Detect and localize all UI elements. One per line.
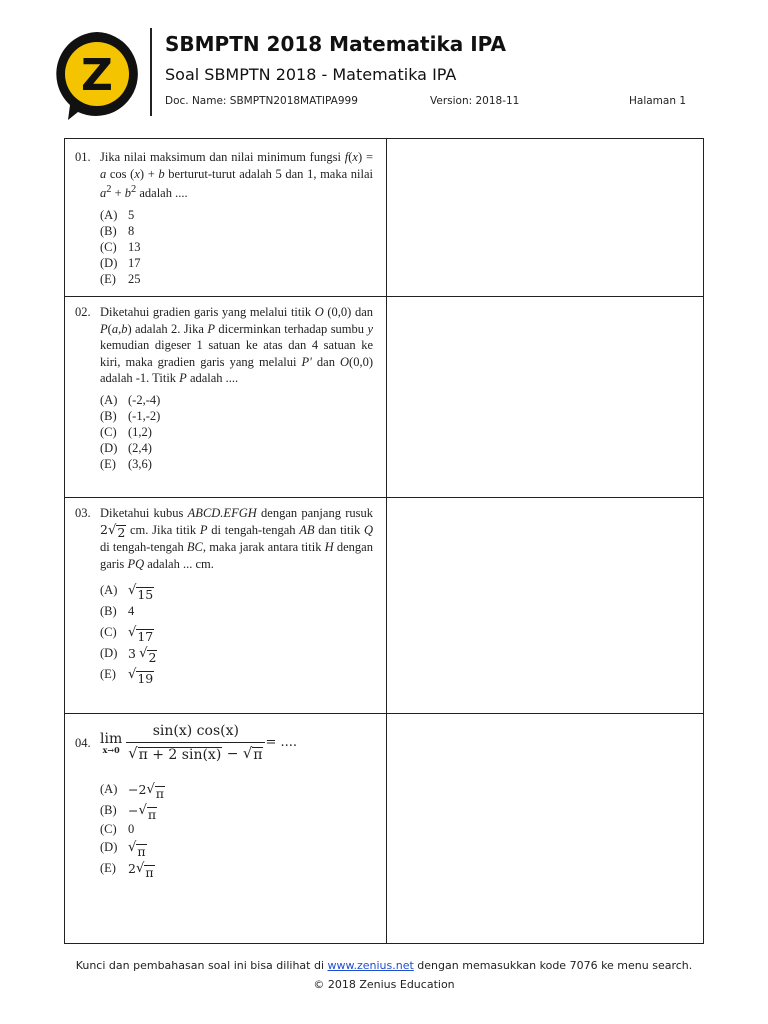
sqrt-symbol: √ 2 xyxy=(107,522,126,540)
page-title: SBMPTN 2018 Matematika IPA xyxy=(165,32,506,56)
option-a[interactable]: (A) √ 15 xyxy=(100,583,154,602)
column-divider xyxy=(386,139,387,943)
answer-options xyxy=(100,580,373,685)
question-text: Diketahui kubus ABCD.EFGH dengan panjang rusuk 2 √ 2 cm. Jika titik P di tengah-tengah AB dan titik Q di tengah-tengah BC, maka jarak antara titik H dengan garis PQ adalah ... cm. xyxy=(100,506,373,571)
answer-options xyxy=(100,207,373,287)
option-b[interactable]: (B) 8 xyxy=(100,223,135,238)
zenius-logo xyxy=(52,30,142,122)
option-d[interactable]: (D) (2,4) xyxy=(100,440,152,455)
question-2 xyxy=(75,304,373,472)
question-3 xyxy=(75,505,373,685)
option-c[interactable]: (C) √ 17 xyxy=(100,625,154,644)
option-c[interactable]: (C) 0 xyxy=(100,822,135,836)
row-divider xyxy=(65,713,703,714)
question-table xyxy=(64,138,704,944)
option-b[interactable]: (B) (-1,-2) xyxy=(100,408,161,423)
header-divider xyxy=(150,28,152,116)
page-header xyxy=(0,0,768,130)
page-number: Halaman 1 xyxy=(629,95,687,107)
option-e[interactable]: (E) 25 xyxy=(100,271,141,286)
answer-options xyxy=(100,392,373,472)
question-1 xyxy=(75,149,373,287)
option-e[interactable]: (E) (3,6) xyxy=(100,456,152,471)
footer-note: Kunci dan pembahasan soal ini bisa dilihat di www.zenius.net dengan memasukkan kode 7076 ke menu search. xyxy=(75,959,693,972)
copyright: © 2018 Zenius Education xyxy=(313,978,455,991)
row-divider xyxy=(65,497,703,498)
question-number: 02. xyxy=(75,305,91,319)
option-a[interactable]: (A) 5 xyxy=(100,207,135,222)
question-number: 01. xyxy=(75,150,91,164)
option-e[interactable]: (E) √ 19 xyxy=(100,667,154,686)
question-number: 04. xyxy=(75,735,91,750)
option-c[interactable]: (C) 13 xyxy=(100,239,141,254)
option-c[interactable]: (C) (1,2) xyxy=(100,424,152,439)
option-b[interactable]: (B) 4 xyxy=(100,604,135,618)
limit-formula: lim x→0 sin(x) cos(x) √ π + 2 sin(x) − √ π = .... xyxy=(100,723,298,764)
page-subtitle: Soal SBMPTN 2018 - Matematika IPA xyxy=(165,65,457,84)
zenius-link[interactable]: www.zenius.net xyxy=(327,959,414,972)
doc-version: Version: 2018-11 xyxy=(430,95,520,107)
option-d[interactable]: (D) √ π xyxy=(100,840,146,859)
logo-letter: Z xyxy=(81,50,113,101)
option-a[interactable]: (A) −2 √ π xyxy=(100,782,165,801)
option-d[interactable]: (D) 3 √ 2 xyxy=(100,646,157,665)
option-e[interactable]: (E) 2 √ π xyxy=(100,861,154,880)
option-a[interactable]: (A) (-2,-4) xyxy=(100,392,161,407)
option-b[interactable]: (B) − √ π xyxy=(100,803,157,822)
doc-name: Doc. Name: SBMPTN2018MATIPA999 xyxy=(165,95,358,107)
question-number: 03. xyxy=(75,506,91,520)
question-4 xyxy=(75,723,373,879)
answer-options xyxy=(100,779,373,879)
option-d[interactable]: (D) 17 xyxy=(100,255,141,270)
row-divider xyxy=(65,296,703,297)
question-text: Diketahui gradien garis yang melalui titik O (0,0) dan P(a,b) adalah 2. Jika P dicerminkan terhadap sumbu y kemudian digeser 1 satuan ke atas dan 4 satuan ke kiri, maka gradien garis yang melalui P' dan O(0,0) adalah -1. Titik P adalah .... xyxy=(100,305,374,385)
question-text: Jika nilai maksimum dan nilai minimum fungsi f(x) = a cos (x) + b berturut-turut adalah 5 dan 1, maka nilai $a^2 + b^2$ adalah .... xyxy=(100,150,373,201)
